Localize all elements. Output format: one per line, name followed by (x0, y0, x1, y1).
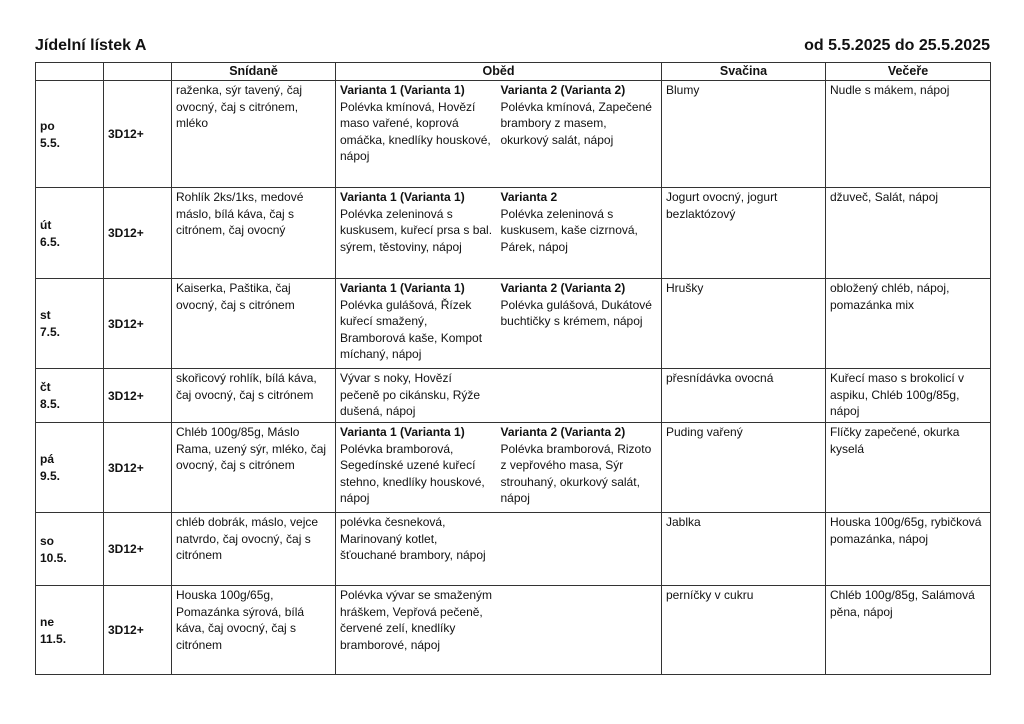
snack-cell: přesnídávka ovocná (662, 369, 826, 423)
day-date: 8.5. (40, 397, 61, 411)
day-date: 7.5. (40, 325, 61, 339)
header-row (36, 63, 991, 81)
lunch-variant-1 (340, 189, 499, 255)
dinner-cell: džuveč, Salát, nápoj (826, 188, 991, 279)
snack-cell: Jogurt ovocný, jogurt bezlaktózový (662, 188, 826, 279)
diet-code: 3D12+ (104, 513, 172, 586)
page-title: Jídelní lístek A (35, 37, 147, 54)
day-date: 6.5. (40, 234, 61, 249)
col-header-day (36, 63, 104, 81)
lunch-cell (336, 423, 662, 513)
day-date: 9.5. (40, 469, 61, 483)
dinner-cell: obložený chléb, nápoj, pomazánka mix (826, 279, 991, 369)
day-cell (36, 369, 104, 423)
col-header-code (104, 63, 172, 81)
day-cell (36, 586, 104, 675)
table-row (36, 81, 991, 188)
day-date: 11.5. (40, 631, 67, 646)
col-header-lunch: Oběd (336, 63, 662, 81)
variant-heading: Varianta 1 (Varianta 1) (340, 190, 465, 204)
day-name: st (40, 308, 51, 323)
breakfast-cell: Houska 100g/65g, Pomazánka sýrová, bílá káva, čaj ovocný, čaj s citrónem (172, 586, 336, 675)
snack-cell: Hrušky (662, 279, 826, 369)
dinner-cell: Nudle s mákem, nápoj (826, 81, 991, 188)
diet-code: 3D12+ (104, 423, 172, 513)
table-row (36, 586, 991, 675)
variant-text: Polévka gulášová, Dukátové buchtičky s krémem, nápoj (500, 297, 652, 329)
day-cell (36, 423, 104, 513)
day-cell (36, 188, 104, 279)
variant-text: Polévka bramborová, Rizoto z vepřového masa, Sýr strouhaný, okurkový salát, nápoj (500, 441, 652, 506)
lunch-cell (336, 586, 662, 675)
variant-text: Polévka zeleninová s kuskusem, kuřecí prsa s bal. sýrem, těstoviny, nápoj (340, 206, 493, 254)
variant-heading: Varianta 2 (Varianta 2) (500, 425, 626, 439)
menu-table (35, 62, 991, 675)
page-header (35, 36, 990, 58)
dinner-cell: Flíčky zapečené, okurka kyselá (826, 423, 991, 513)
lunch-variant-2 (499, 280, 658, 363)
table-row (36, 423, 991, 513)
diet-code: 3D12+ (104, 279, 172, 369)
lunch-cell (336, 81, 662, 188)
day-cell (36, 513, 104, 586)
variant-heading: Varianta 2 (500, 190, 558, 204)
diet-code: 3D12+ (104, 369, 172, 423)
col-header-dinner: Večeře (826, 63, 991, 81)
lunch-variant-1 (340, 280, 499, 363)
col-header-breakfast: Snídaně (172, 63, 336, 81)
lunch-cell (336, 369, 662, 423)
lunch-variant-1 (340, 514, 499, 564)
breakfast-cell: raženka, sýr tavený, čaj ovocný, čaj s citrónem, mléko (172, 81, 336, 188)
variant-heading: Varianta 2 (Varianta 2) (500, 83, 626, 97)
breakfast-cell: skořicový rohlík, bílá káva, čaj ovocný, čaj s citrónem (172, 369, 336, 423)
day-date: 10.5. (40, 550, 67, 565)
snack-cell: Blumy (662, 81, 826, 188)
table-row (36, 188, 991, 279)
variant-text: Polévka bramborová, Segedínské uzené kuřecí stehno, knedlíky houskové, nápoj (340, 441, 485, 506)
lunch-variant-2 (499, 424, 658, 507)
table-row (36, 369, 991, 423)
day-name: so (40, 533, 55, 548)
day-name: po (40, 118, 55, 133)
diet-code: 3D12+ (104, 586, 172, 675)
lunch-variant-2 (499, 370, 658, 420)
snack-cell: Puding vařený (662, 423, 826, 513)
menu-period: od 5.5.2025 do 25.5.2025 (804, 37, 990, 54)
lunch-variant-2 (499, 189, 658, 255)
lunch-variant-1 (340, 587, 499, 653)
lunch-variant-2 (499, 514, 658, 564)
lunch-variant-2 (499, 587, 658, 653)
day-cell (36, 81, 104, 188)
diet-code: 3D12+ (104, 188, 172, 279)
lunch-cell (336, 188, 662, 279)
variant-text: Polévka gulášová, Řízek kuřecí smažený, Bramborová kaše, Kompot míchaný, nápoj (340, 297, 483, 362)
dinner-cell: Houska 100g/65g, rybičková pomazánka, nápoj (826, 513, 991, 586)
lunch-variant-1 (340, 424, 499, 507)
variant-heading: Varianta 1 (Varianta 1) (340, 281, 465, 295)
dinner-cell: Chléb 100g/85g, Salámová pěna, nápoj (826, 586, 991, 675)
variant-text: Polévka kmínová, Hovězí maso vařené, koprová omáčka, knedlíky houskové, nápoj (340, 99, 491, 164)
day-name: pá (40, 452, 55, 467)
lunch-variant-2 (499, 82, 658, 165)
variant-heading: Varianta 1 (Varianta 1) (340, 425, 465, 439)
breakfast-cell: Chléb 100g/85g, Máslo Rama, uzený sýr, mléko, čaj ovocný, čaj s citrónem (172, 423, 336, 513)
variant-text: polévka česneková, Marinovaný kotlet, šťouchané brambory, nápoj (340, 515, 486, 563)
variant-text: Vývar s noky, Hovězí pečeně po cikánsku, Rýže dušená, nápoj (340, 371, 481, 419)
lunch-cell (336, 279, 662, 369)
day-name: út (40, 217, 52, 232)
lunch-variant-1 (340, 370, 499, 420)
snack-cell: Jablka (662, 513, 826, 586)
variant-text: Polévka vývar se smaženým hráškem, Vepřová pečeně, červené zelí, knedlíky bramborové, nápoj (340, 588, 493, 652)
day-name: čt (40, 380, 51, 395)
breakfast-cell: chléb dobrák, máslo, vejce natvrdo, čaj ovocný, čaj s citrónem (172, 513, 336, 586)
day-cell (36, 279, 104, 369)
day-date: 5.5. (40, 135, 61, 150)
lunch-variant-1 (340, 82, 499, 165)
variant-heading: Varianta 2 (Varianta 2) (500, 281, 626, 295)
breakfast-cell: Kaiserka, Paštika, čaj ovocný, čaj s citrónem (172, 279, 336, 369)
variant-text: Polévka zeleninová s kuskusem, kaše cizrnová, Párek, nápoj (500, 206, 638, 254)
day-name: ne (40, 614, 55, 629)
breakfast-cell: Rohlík 2ks/1ks, medové máslo, bílá káva, čaj s citrónem, čaj ovocný (172, 188, 336, 279)
variant-text: Polévka kmínová, Zapečené brambory z masem, okurkový salát, nápoj (500, 99, 652, 147)
table-row (36, 279, 991, 369)
dinner-cell: Kuřecí maso s brokolicí v aspiku, Chléb 100g/85g, nápoj (826, 369, 991, 423)
table-row (36, 513, 991, 586)
lunch-cell (336, 513, 662, 586)
snack-cell: perníčky v cukru (662, 586, 826, 675)
variant-heading: Varianta 1 (Varianta 1) (340, 83, 465, 97)
col-header-snack: Svačina (662, 63, 826, 81)
diet-code: 3D12+ (104, 81, 172, 188)
